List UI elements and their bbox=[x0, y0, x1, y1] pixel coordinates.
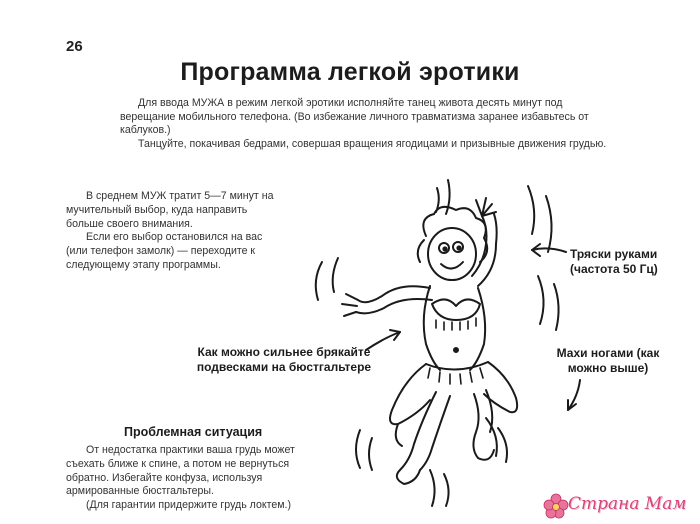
intro-text bbox=[120, 97, 620, 151]
dancer-torso bbox=[424, 286, 440, 370]
callout-leg-swings: Махи ногами (как можно выше) bbox=[556, 346, 660, 375]
motion-line bbox=[369, 438, 372, 470]
motion-line bbox=[554, 284, 559, 330]
dancer-eye bbox=[439, 243, 449, 253]
problem-text bbox=[66, 444, 326, 513]
sidebar-note bbox=[66, 190, 281, 273]
motion-line bbox=[538, 276, 544, 324]
dancer-arm-raised bbox=[472, 216, 487, 276]
dancer-belt bbox=[426, 362, 488, 370]
sidebar-paragraph: Если его выбор остановился на вас (или телефон замолк) — переходите к следующему этапу программы. bbox=[66, 231, 263, 271]
motion-line bbox=[444, 474, 449, 506]
problem-paragraph: (Для гарантии придержите грудь локтем.) bbox=[86, 499, 291, 512]
dancer-leg bbox=[473, 394, 494, 460]
dancer-head bbox=[428, 228, 476, 280]
motion-line bbox=[333, 258, 338, 292]
motion-line bbox=[528, 186, 534, 234]
callout-bra-pendants: Как можно сильнее брякайте подвесками на бюстгальтере bbox=[196, 345, 372, 374]
watermark: Страна Мам bbox=[568, 494, 687, 514]
dancer-hair bbox=[418, 240, 424, 262]
dancer-eye bbox=[453, 242, 463, 252]
dancer-leg bbox=[397, 392, 436, 484]
motion-line bbox=[436, 188, 439, 212]
dancer-hair bbox=[423, 207, 487, 262]
callout-arm-shakes: Тряски руками (частота 50 Гц) bbox=[570, 247, 658, 276]
arrow-arms bbox=[532, 248, 566, 252]
arrow-legs bbox=[568, 380, 580, 410]
dancer-arm-left bbox=[358, 286, 430, 302]
sidebar-paragraph: В среднем МУЖ тратит 5—7 минут на мучительный выбор, куда направить больше своего внимания. bbox=[66, 190, 274, 230]
page-title: Программа легкой эротики bbox=[180, 58, 520, 86]
intro-paragraph: Для ввода МУЖА в режим легкой эротики исполняйте танец живота десять минут под верещание мобильного телефона. (Во избежание личного травматизма заранее избавьтесь от каблуков.) bbox=[120, 97, 589, 137]
motion-line bbox=[546, 196, 552, 252]
dancer-skirt bbox=[390, 364, 430, 424]
page-number: 26 bbox=[66, 38, 83, 55]
problem-title: Проблемная ситуация bbox=[124, 425, 263, 439]
intro-paragraph: Танцуйте, покачивая бедрами, совершая вращения ягодицами и призывные движения грудью. bbox=[138, 137, 607, 150]
dancer-bra bbox=[432, 299, 480, 320]
problem-paragraph: От недостатка практики ваша грудь может съехать ближе к спине, а потом не вернуться обратно. Избегайте конфуза, используя армированные бюстгальтеры. bbox=[66, 444, 295, 498]
motion-line bbox=[446, 180, 450, 214]
motion-line bbox=[316, 262, 322, 300]
flower-icon bbox=[542, 492, 570, 520]
motion-line bbox=[486, 418, 497, 456]
dancer-smile bbox=[441, 262, 463, 269]
motion-line bbox=[356, 430, 360, 468]
motion-line bbox=[430, 470, 435, 506]
motion-line bbox=[498, 428, 507, 462]
